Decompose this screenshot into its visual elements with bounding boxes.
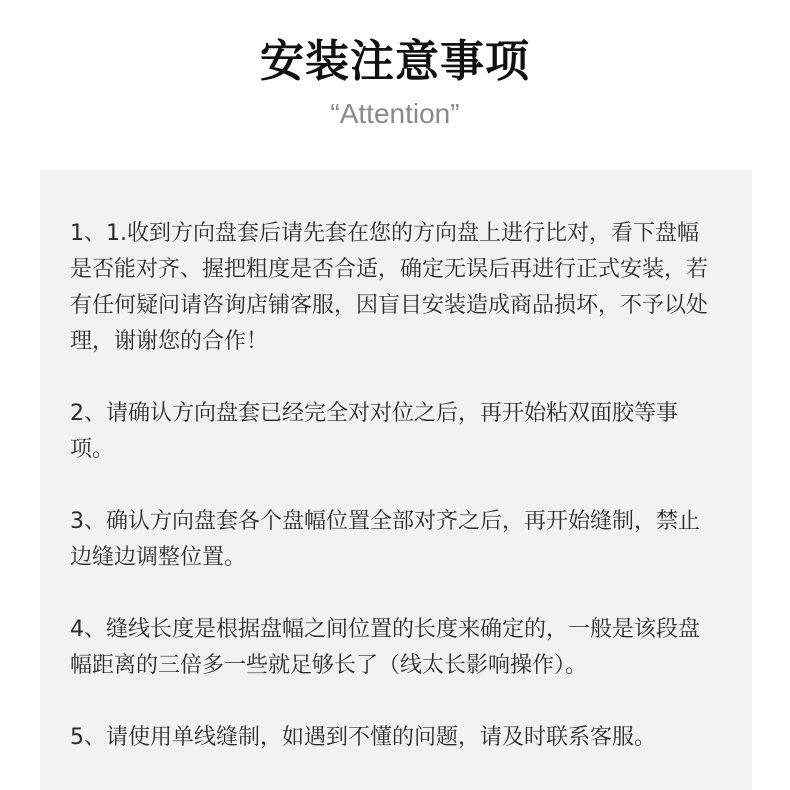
notice-item-3: 3、确认方向盘套各个盘幅位置全部对齐之后，再开始缝制，禁止边缝边调整位置。: [70, 509, 700, 570]
notice-item-5: 5、请使用单线缝制，如遇到不懂的问题，请及时联系客服。: [70, 725, 656, 750]
notice-panel: [40, 170, 752, 790]
page-subtitle: “Attention”: [330, 98, 460, 129]
page-title: 安装注意事项: [260, 36, 530, 87]
notice-item-1: 1、1.收到方向盘套后请先套在您的方向盘上进行比对，看下盘幅是否能对齐、握把粗度是否合适，确定无误后再进行正式安装，若有任何疑问请咨询店铺客服，因盲目安装造成商品损坏，不予以处理，谢谢您的合作！: [70, 221, 709, 354]
notice-item-2: 2、请确认方向盘套已经完全对对位之后，再开始粘双面胶等事项。: [70, 401, 678, 462]
notice-item-4: 4、缝线长度是根据盘幅之间位置的长度来确定的，一般是该段盘幅距离的三倍多一些就足够长了（线太长影响操作）。: [70, 617, 700, 678]
